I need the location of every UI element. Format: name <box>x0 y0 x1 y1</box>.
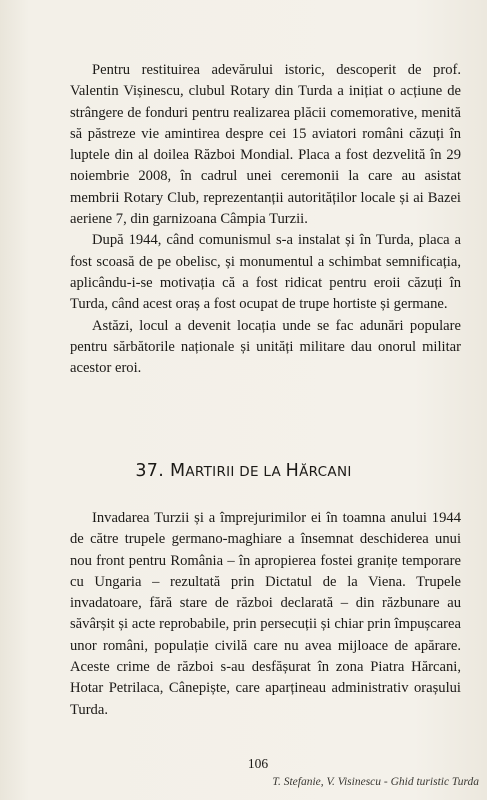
heading-smallcaps-2: ĂRCANI <box>299 464 352 480</box>
section-number: 37. <box>135 461 165 481</box>
footer-credit: T. Stefanie, V. Visinescu - Ghid turistic Turda <box>272 776 479 788</box>
paragraph-today: Astăzi, locul a devenit locația unde se fac adunări populare pentru sărbătorile naționale și unități militare dau onorul militar acestor eroi. <box>70 317 461 377</box>
top-text-block <box>70 60 461 379</box>
bottom-text-block <box>70 508 461 721</box>
paragraph-rotary-plaque: Pentru restituirea adevărului istoric, descoperit de prof. Valentin Vișinescu, clubul Rotary din Turda a inițiat o acțiune de strângere de fonduri pentru realizarea plăcii comemorative, menită să păstreze vie amintirea despre cei 15 aviatori români căzuți în luptele din al doilea Război Mondial. Placa a fost dezvelită în 29 noiembrie 2008, în cadrul unei ceremonii la care au asistat membrii Rotary Club, reprezentanții autorităților locale și ai Bazei aeriene 7, din garnizoana Câmpia Turzii. <box>70 62 461 228</box>
paragraph-invasion: Invadarea Turzii și a împrejurimilor ei în toamna anului 1944 de către trupele germano-maghiare a însemnat deschiderea unui nou front pentru România – în apropierea fostei granițe temporare cu Ungaria – rezultată prin Dictatul de la Viena. Trupele invadatoare, fără stare de război declarată – din răzbunare au săvârșit și acte reprobabile, prin persecuții și chiar prin împușcarea unor români, populație civilă care nu avea mijloace de apărare. Aceste crime de război s-au desfășurat în zona Piatra Hărcani, Hotar Petrilaca, Cânepiște, care aparțineau administrativ orașului Turda. <box>70 510 461 718</box>
heading-initial-2: H <box>285 461 300 481</box>
paragraph-after-1944: După 1944, când comunismul s-a instalat și în Turda, placa a fost scoasă de pe obelisc, și monumentul a schimbat semnificația, aplicându-i-se motivația că a fost ridicat pentru eroii căzuți în Turda, când acest oraș a fost ocupat de trupe hortiste și germane. <box>70 232 461 313</box>
page-number: 106 <box>247 756 269 771</box>
heading-initial-1: M <box>169 461 186 481</box>
heading-smallcaps-1: ARTIRII DE LA <box>185 464 286 480</box>
section-heading <box>0 461 487 481</box>
